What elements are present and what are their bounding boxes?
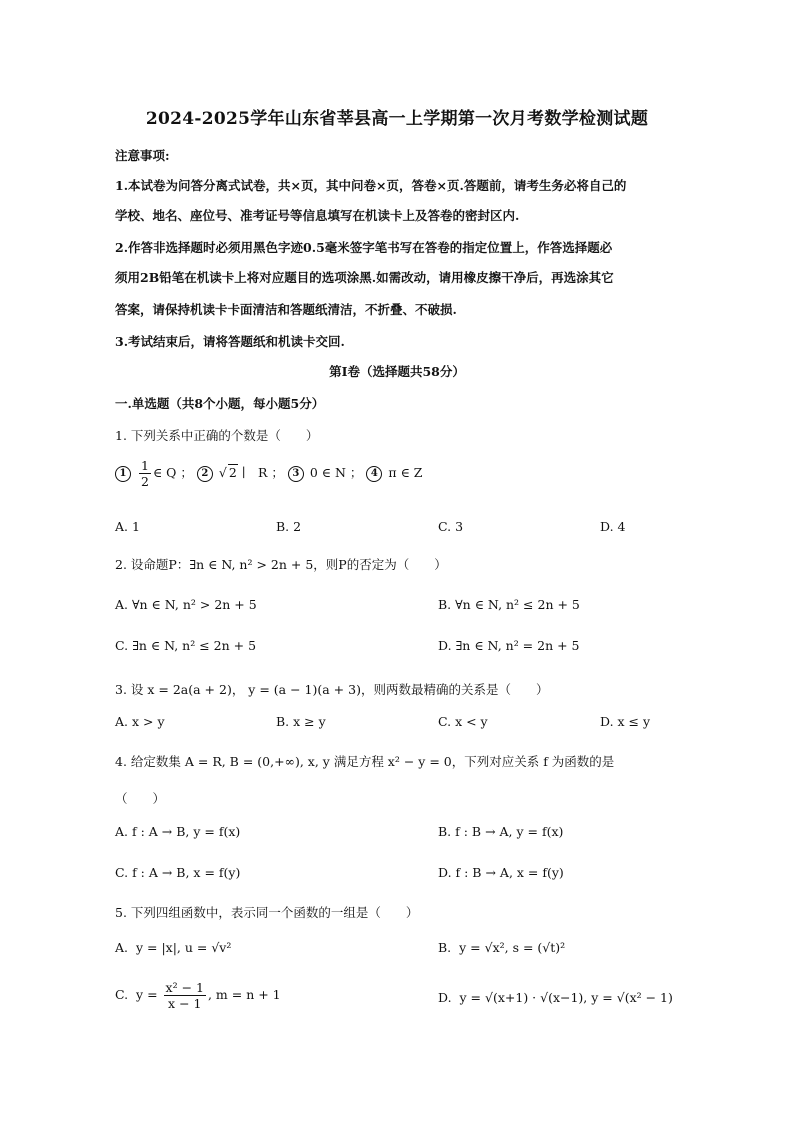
question-1-option-a: A. 1 <box>115 519 140 534</box>
question-3-stem: 3. 设 x = 2a(a + 2)， y = (a − 1)(a + 3)，则两数最精确的关系是（ ） <box>115 682 549 697</box>
part-title: 一.单选题（共8个小题，每小题5分） <box>115 396 325 411</box>
question-3-option-c: C. x < y <box>438 714 488 729</box>
fraction-option-c: $\frac{\text{x² − 1}}{x - 1}$ <box>165 980 204 1011</box>
question-4-option-b: B. f : B → A, y = f(x) <box>438 824 564 839</box>
question-2-stem: 2. 设命题P：∃n ∈ N, n² > 2n + 5，则P的否定为（ ） <box>115 557 447 572</box>
question-4-option-c: C. f : A → B, x = f(y) <box>115 865 241 880</box>
question-1-option-d: D. 4 <box>600 519 626 534</box>
fraction-one-half: $\frac{1}{2}$ <box>140 458 149 489</box>
question-5-option-a: A. y = |x|, u = √v² <box>115 940 232 955</box>
question-1-items: 1 $\frac{1}{2}$ ∈ Q ； 2 √ 2 ∣ R ； 3 0 ∈ N ； 4 π ∈ Z <box>115 458 423 498</box>
question-3-option-d: D. x ≤ y <box>600 714 651 729</box>
question-1-option-c: C. 3 <box>438 519 464 534</box>
question-5-option-c: C. y = $\frac{\text{x² − 1}}{x - 1}$ , m = n + 1 <box>115 980 281 1011</box>
item-marker-2: 2 <box>197 466 213 482</box>
question-3-option-b: B. x ≥ y <box>276 714 326 729</box>
sqrt-two: √ 2 ∣ R <box>218 465 268 480</box>
page-title: 2024-2025学年山东省莘县高一上学期第一次月考数学检测试题 <box>145 109 649 129</box>
question-4-option-a: A. f : A → B, y = f(x) <box>115 824 241 839</box>
question-2-option-a: A. ∀n ∈ N, n² > 2n + 5 <box>115 597 257 612</box>
question-1-stem: 1. 下列关系中正确的个数是（ ） <box>115 428 319 443</box>
question-4-stem-continued: （ ） <box>115 791 166 806</box>
item-marker-1: 1 <box>115 466 131 482</box>
notes-line-3: 2.作答非选择题时必须用黑色字迹0.5毫米签字笔书写在答卷的指定位置上，作答选择题必 <box>115 240 613 255</box>
notes-line-4: 须用2B铅笔在机读卡上将对应题目的选项涂黑.如需改动，请用橡皮擦干净后，再选涂其它 <box>115 270 614 285</box>
question-4-option-d: D. f : B → A, x = f(y) <box>438 865 564 880</box>
question-2-option-c: C. ∃n ∈ N, n² ≤ 2n + 5 <box>115 638 257 653</box>
question-5-stem: 5. 下列四组函数中，表示同一个函数的一组是（ ） <box>115 905 419 920</box>
item-marker-3: 3 <box>288 466 304 482</box>
question-3-option-a: A. x > y <box>115 714 165 729</box>
question-2-option-d: D. ∃n ∈ N, n² = 2n + 5 <box>438 638 580 653</box>
question-4-stem: 4. 给定数集 A = R, B = (0,+∞), x, y 满足方程 x² − y = 0，下列对应关系 f 为函数的是 <box>115 754 615 769</box>
notes-line-2: 学校、地名、座位号、准考证号等信息填写在机读卡上及答卷的密封区内. <box>115 208 520 223</box>
notes-line-1: 1.本试卷为问答分离式试卷，共×页，其中问卷×页，答卷×页.答题前，请考生务必将自己的 <box>115 178 627 193</box>
item-marker-4: 4 <box>366 466 382 482</box>
question-1-option-b: B. 2 <box>276 519 302 534</box>
question-5-option-b: B. y = √x², s = (√t)² <box>438 940 566 955</box>
section-title: 第Ⅰ卷（选择题共58分） <box>329 364 465 379</box>
notes-line-6: 3.考试结束后，请将答题纸和机读卡交回. <box>115 334 345 349</box>
notes-heading: 注意事项: <box>115 148 170 163</box>
notes-line-5: 答案，请保持机读卡卡面清洁和答题纸清洁，不折叠、不破损. <box>115 302 457 317</box>
question-2-option-b: B. ∀n ∈ N, n² ≤ 2n + 5 <box>438 597 580 612</box>
question-5-option-d: D. y = √(x+1) · √(x−1), y = √(x² − 1) <box>438 990 673 1005</box>
